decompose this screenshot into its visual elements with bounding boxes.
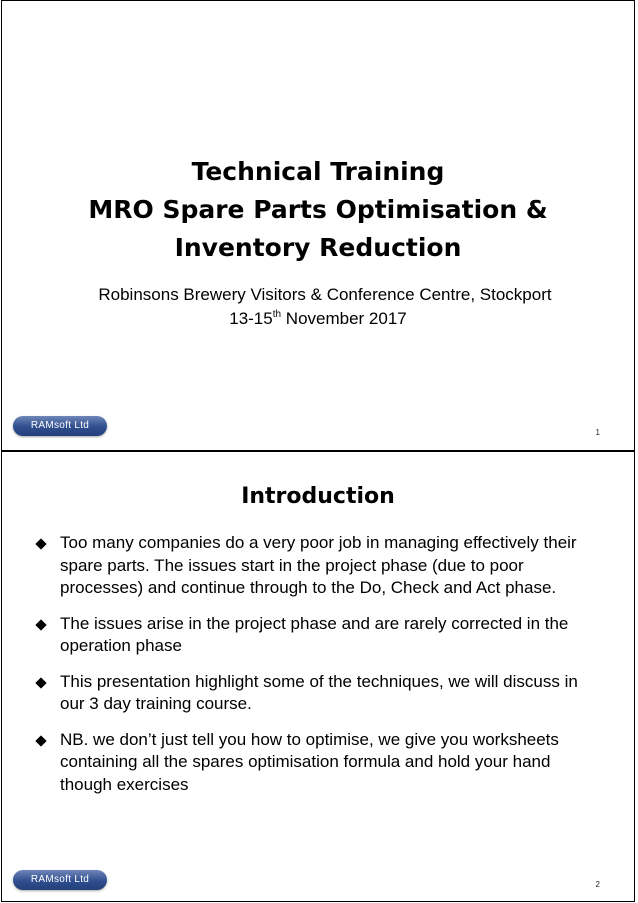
- date-superscript: th: [272, 309, 282, 320]
- bullet-text: Too many companies do a very poor job in managing effectively their spare parts. The issues start in the project phase (due to poor processes) and continue through to the Do, Check and Act phase.: [60, 533, 577, 597]
- slide-2-title: Introduction: [241, 484, 395, 509]
- bullet-text: NB. we don’t just tell you how to optimise, we give you worksheets containing all the spares optimisation formula and hold your hand though exercises: [60, 729, 559, 794]
- bullet-item: [36, 532, 602, 600]
- diamond-bullet-icon: [35, 735, 46, 746]
- slide-1: [1, 0, 635, 451]
- date-suffix: November 2017: [281, 309, 407, 328]
- ramsoft-logo: RAMsoft Ltd: [13, 416, 107, 436]
- title-line: Inventory Reduction: [174, 233, 462, 262]
- title-line: MRO Spare Parts Optimisation &: [88, 195, 548, 224]
- bullet-text: The issues arise in the project phase and are rarely corrected in the operation phase: [60, 613, 569, 655]
- bullet-text: This presentation highlight some of the techniques, we will discuss in our 3 day training course.: [60, 671, 578, 713]
- bullet-item: [36, 613, 602, 658]
- slide-1-title: [2, 153, 634, 267]
- bullet-item: [36, 671, 602, 716]
- diamond-bullet-icon: [35, 538, 46, 549]
- venue-text: Robinsons Brewery Visitors & Conference Centre, Stockport: [98, 285, 552, 304]
- slide-1-subtitle: [2, 283, 634, 331]
- bullet-list: [36, 532, 602, 809]
- slide-2: [1, 451, 635, 902]
- date-text: [2, 307, 634, 331]
- date-prefix: 13-15: [229, 309, 273, 328]
- diamond-bullet-icon: [35, 677, 46, 688]
- ramsoft-logo: RAMsoft Ltd: [13, 870, 107, 890]
- title-line: Technical Training: [191, 157, 445, 186]
- diamond-bullet-icon: [35, 619, 46, 630]
- page-number: 2: [595, 880, 600, 889]
- page-number: 1: [595, 428, 600, 437]
- bullet-item: [36, 729, 602, 797]
